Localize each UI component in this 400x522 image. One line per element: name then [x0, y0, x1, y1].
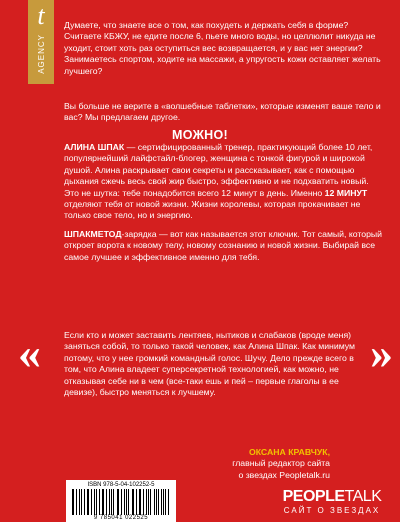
barcode-bar: [168, 489, 169, 515]
logo-letter: t: [37, 1, 45, 30]
barcode-bar: [87, 489, 88, 515]
barcode-bar: [94, 489, 95, 515]
peopletalk-thin: TALK: [344, 488, 382, 505]
signature-name: ОКСАНА КРАВЧУК,: [248, 447, 330, 457]
logo-word: AGENCY: [36, 34, 46, 74]
peopletalk-logo: [276, 489, 388, 515]
quote-close-mark: »: [370, 327, 393, 378]
author-text-b: отделяют тебя от новой жизни. Жизни королевы, которая прокачивает не только свое тело, но и энергию.: [64, 199, 361, 221]
intro-paragraph: Думаете, что знаете все о том, как похудеть и держать себя в форме? Считаете КБЖУ, не едите после 6, пьете много воды, но целлюлит никуда не уходит, стоит хоть раз оступиться вес возвращается, и у вас нет энергии? Занимаетесь спортом, ходите на массажи, а упругость кожи оставляет желать лучшего?: [64, 20, 381, 76]
method-name: ШПАКМЕТОД: [64, 229, 122, 239]
method-paragraph: [64, 229, 384, 263]
barcode-bar: [113, 489, 114, 515]
barcode-bar: [128, 489, 129, 515]
barcode-bar: [140, 489, 141, 515]
barcode-bar: [111, 489, 112, 515]
isbn-barcode: [66, 480, 176, 522]
barcode-bar: [96, 489, 97, 515]
barcode-bar: [81, 489, 82, 515]
author-text-a: — сертифицированный тренер, практикующий более 10 лет, популярнейший лайфстайл-блогер, женщина с тонкой фигурой и широкой душой. Алина раскрывает свои секреты и рассказывает, как с помощью дыхания сжечь весь свой жир быстро, эффективно и не подхватить новый. Это не шутка: тебе понадобится всего 12 минут в день. Именно: [64, 142, 373, 198]
barcode-bar: [103, 489, 104, 515]
section-heading: МОЖНО!: [172, 128, 228, 142]
barcode-bar: [161, 489, 162, 515]
quote-open-mark: «: [18, 327, 41, 378]
peopletalk-wordmark: [276, 489, 388, 505]
barcode-bar: [133, 489, 134, 515]
method-text: -зарядка — вот как называется этот ключик. Тот самый, который откроет ворота к новому телу, новому сознанию и новой жизни. Выбирай все самое лучшее и эффективное именно для тебя.: [64, 229, 383, 262]
isbn-text: ISBN 978-5-04-102252-5: [87, 482, 155, 488]
testimonial-quote: Если кто и может заставить лентяев, нытиков и слабаков (вроде меня) заняться собой, то только такой человек, как Алина Шпак. Как минимум потому, что у нее громкий командный голос. Шучу. Дело прежде всего в том, что Алина владеет суперсекретной технологией, как можно, не отказывая себе ни в чем (все-таки ешь и пей – первые глаголы в ее девизе), быстро меняться к лучшему.: [64, 330, 355, 398]
intro-paragraph-2: Вы больше не верите в «волшебные таблетки», которые изменят ваше тело и вас? Мы предлагаем другое.: [64, 101, 381, 123]
signature-role-1: главный редактор сайта: [232, 458, 330, 469]
emphasis-12-minutes: 12 МИНУТ: [324, 187, 368, 198]
barcode-bar: [73, 489, 74, 515]
signature-role-2: о звездах Peopletalk.ru: [238, 469, 330, 480]
testimonial-signature: [232, 447, 330, 481]
author-paragraph: [64, 142, 384, 222]
peopletalk-bold: PEOPLE: [282, 488, 345, 505]
barcode-digits: 9 785041 022525: [93, 515, 149, 521]
barcode-bar: [121, 489, 122, 515]
author-name: АЛИНА ШПАК: [64, 142, 125, 152]
peopletalk-subtitle: САЙТ О ЗВЕЗДАХ: [283, 506, 381, 515]
barcode-bar: [146, 489, 147, 515]
publisher-logo: [28, 0, 54, 84]
barcode-bars: [72, 489, 170, 515]
barcode-bar: [154, 489, 155, 515]
